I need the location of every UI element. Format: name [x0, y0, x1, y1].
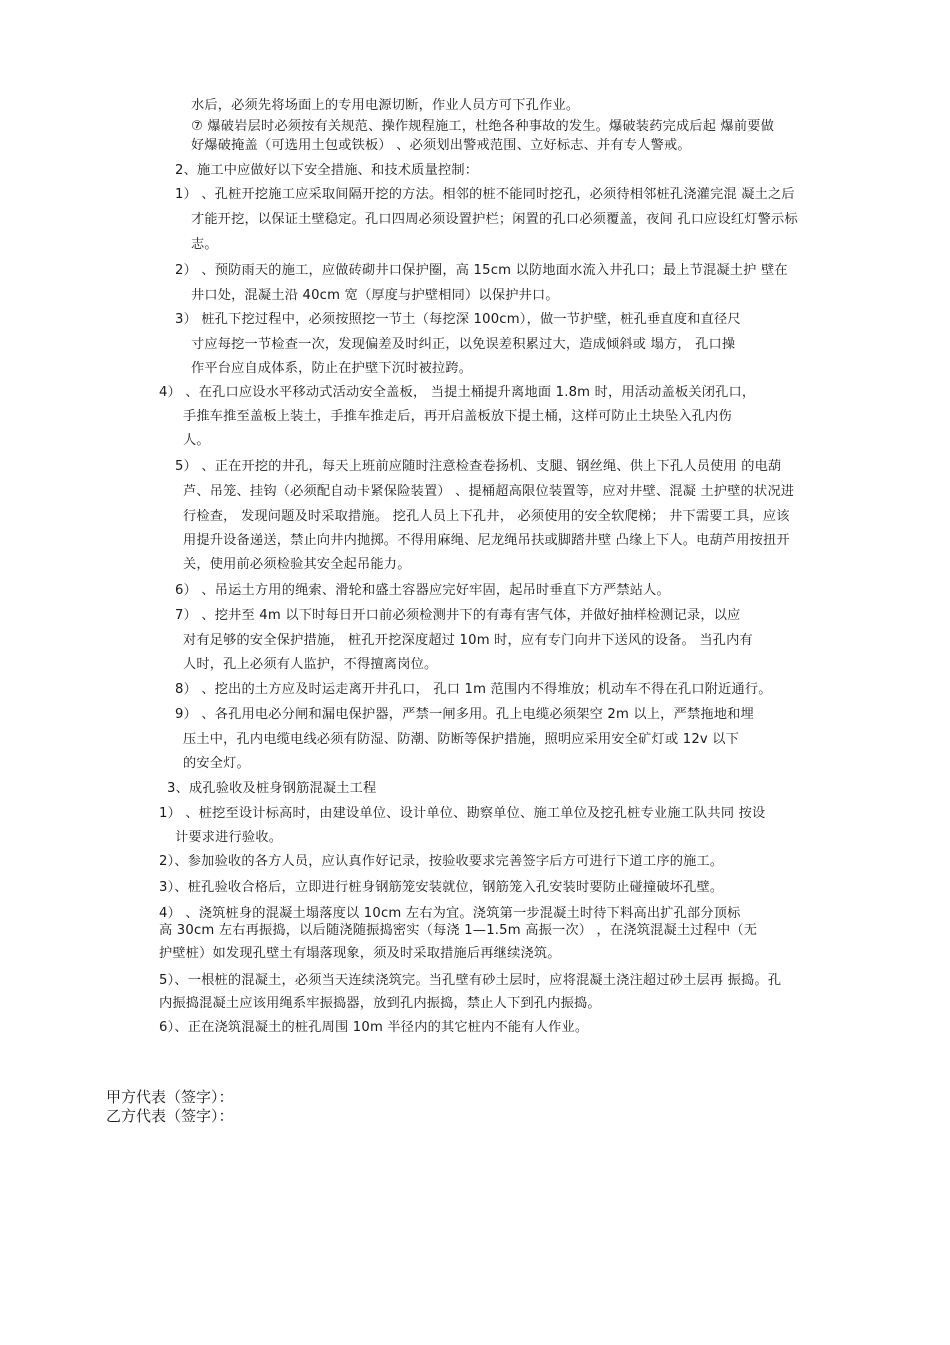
text-line: 芦、吊笼、挂钩（必须配自动卡紧保险装置） 、提桶超高限位装置等，应对井壁、混凝 土护壁的状况进	[183, 484, 795, 499]
text-line: 井口处，混凝土沿 40cm 宽（厚度与护壁相同）以保护井口。	[191, 288, 559, 303]
text-line: 6） 、吊运土方用的绳索、滑轮和盛土容器应完好牢固，起吊时垂直下方严禁站人。	[175, 583, 670, 598]
text-line: 3）、桩孔验收合格后，立即进行桩身钢筋笼安装就位，钢筋笼入孔安装时要防止碰撞破坏孔壁。	[159, 880, 724, 895]
text-line: 高 30cm 左右再振捣，以后随浇随振捣密实（每浇 1—1.5m 高振一次） ，在浇筑混凝土过程中（无	[159, 923, 758, 938]
text-line: 6）、正在浇筑混凝土的桩孔周围 10m 半径内的其它桩内不能有人作业。	[159, 1020, 589, 1035]
text-line: 水后，必须先将场面上的专用电源切断，作业人员方可下孔作业。	[191, 98, 580, 113]
text-line: 2） 、预防雨天的施工，应做砖砌井口保护圈，高 15cm 以防地面水流入井孔口；最上节混凝土护 壁在	[175, 263, 788, 278]
text-line: 8） 、挖出的土方应及时运走离开井孔口， 孔口 1m 范围内不得堆放；机动车不得在孔口附近通行。	[175, 682, 772, 697]
text-line: 护壁桩）如发现孔壁土有塌落现象，须及时采取措施后再继续浇筑。	[159, 946, 561, 961]
text-line: 1） 、孔桩开挖施工应采取间隔开挖的方法。相邻的桩不能同时挖孔，必须待相邻桩孔浇灌完混 凝土之后	[175, 187, 795, 202]
text-line: 4） 、在孔口应设水平移动式活动安全盖板， 当提土桶提升离地面 1.8m 时，用活动盖板关闭孔口，	[159, 385, 756, 400]
text-line: 压土中，孔内电缆电线必须有防湿、防潮、防断等保护措施，照明应采用安全矿灯或 12v 以下	[183, 732, 740, 747]
text-line: 人。	[183, 433, 210, 448]
section-heading: 3、成孔验收及桩身钢筋混凝土工程	[167, 781, 377, 796]
text-line: 3） 桩孔下挖过程中，必须按照挖一节土（每挖深 100cm），做一节护壁，桩孔垂直度和直径尺	[175, 312, 741, 327]
text-line: 对有足够的安全保护措施， 桩孔开挖深度超过 10m 时，应有专门向井下送风的设备。 当孔内有	[183, 633, 753, 648]
text-line: 用提升设备递送，禁止向井内抛掷。不得用麻绳、尼龙绳吊扶或脚踏井壁 凸缘上下人。电葫芦用按扭开	[183, 533, 790, 548]
text-line: 手推车推至盖板上装土，手推车推走后，再开启盖板放下提土桶，这样可防止土块坠入孔内伤	[183, 409, 732, 424]
text-line: 关，使用前必须检验其安全起吊能力。	[183, 557, 411, 572]
text-line: 5） 、正在开挖的井孔，每天上班前应随时注意检查卷扬机、支腿、钢丝绳、供上下孔人员使用 的电葫	[175, 459, 782, 474]
text-line: 行检查， 发现问题及时采取措施。 挖孔人员上下孔井， 必须使用的安全软爬梯； 井下需要工具，应该	[183, 509, 790, 524]
text-line: 2）、参加验收的各方人员，应认真作好记录，按验收要求完善签字后方可进行下道工序的施工。	[159, 854, 724, 869]
text-line: 9） 、各孔用电必分闸和漏电保护器，严禁一闸多用。孔上电缆必须架空 2m 以上，严禁拖地和埋	[175, 707, 754, 722]
text-line: 好爆破掩盖（可选用土包或铁板） 、必须划出警戒范围、立好标志、并有专人警戒。	[191, 138, 691, 153]
text-line: 内振捣混凝土应该用绳系牢振捣器，放到孔内振捣，禁止人下到孔内振捣。	[159, 996, 601, 1011]
text-line: 5）、一根桩的混凝土，必须当天连续浇筑完。当孔壁有砂土层时，应将混凝土浇注超过砂土层再 振捣。孔	[159, 973, 782, 988]
text-line: 1） 、桩挖至设计标高时，由建设单位、设计单位、勘察单位、施工单位及挖孔桩专业施工队共同 按设	[159, 806, 766, 821]
text-line: 的安全灯。	[183, 756, 250, 771]
text-line: 计要求进行验收。	[175, 830, 283, 845]
text-line: 才能开挖，以保证土壁稳定。孔口四周必须设置护栏；闲置的孔口必须覆盖，夜间 孔口应设红灯警示标	[191, 212, 798, 227]
party-a-signature-label: 甲方代表（签字）：	[106, 1088, 234, 1106]
text-line: 作平台应自成体系，防止在护壁下沉时被拉跨。	[191, 361, 473, 376]
text-line: 志。	[191, 237, 218, 252]
text-line: 7） 、挖井至 4m 以下时每日开口前必须检测井下的有毒有害气体，并做好抽样检测记录，以应	[175, 608, 741, 623]
section-heading: 2、施工中应做好以下安全措施、和技术质量控制：	[175, 163, 479, 178]
text-line: ⑦ 爆破岩层时必须按有关规范、操作规程施工，杜绝各种事故的发生。爆破装药完成后起 爆前要做	[191, 119, 775, 134]
text-line: 寸应每挖一节检查一次，发现偏差及时纠正，以免误差积累过大，造成倾斜或 塌方， 孔口操	[191, 337, 736, 352]
text-line: 4） 、浇筑桩身的混凝土塌落度以 10cm 左右为宜。浇筑第一步混凝土时待下料高出扩孔部分顶标	[159, 906, 741, 921]
text-line: 人时，孔上必须有人监护，不得擅离岗位。	[183, 657, 438, 672]
party-b-signature-label: 乙方代表（签字）：	[106, 1107, 234, 1125]
